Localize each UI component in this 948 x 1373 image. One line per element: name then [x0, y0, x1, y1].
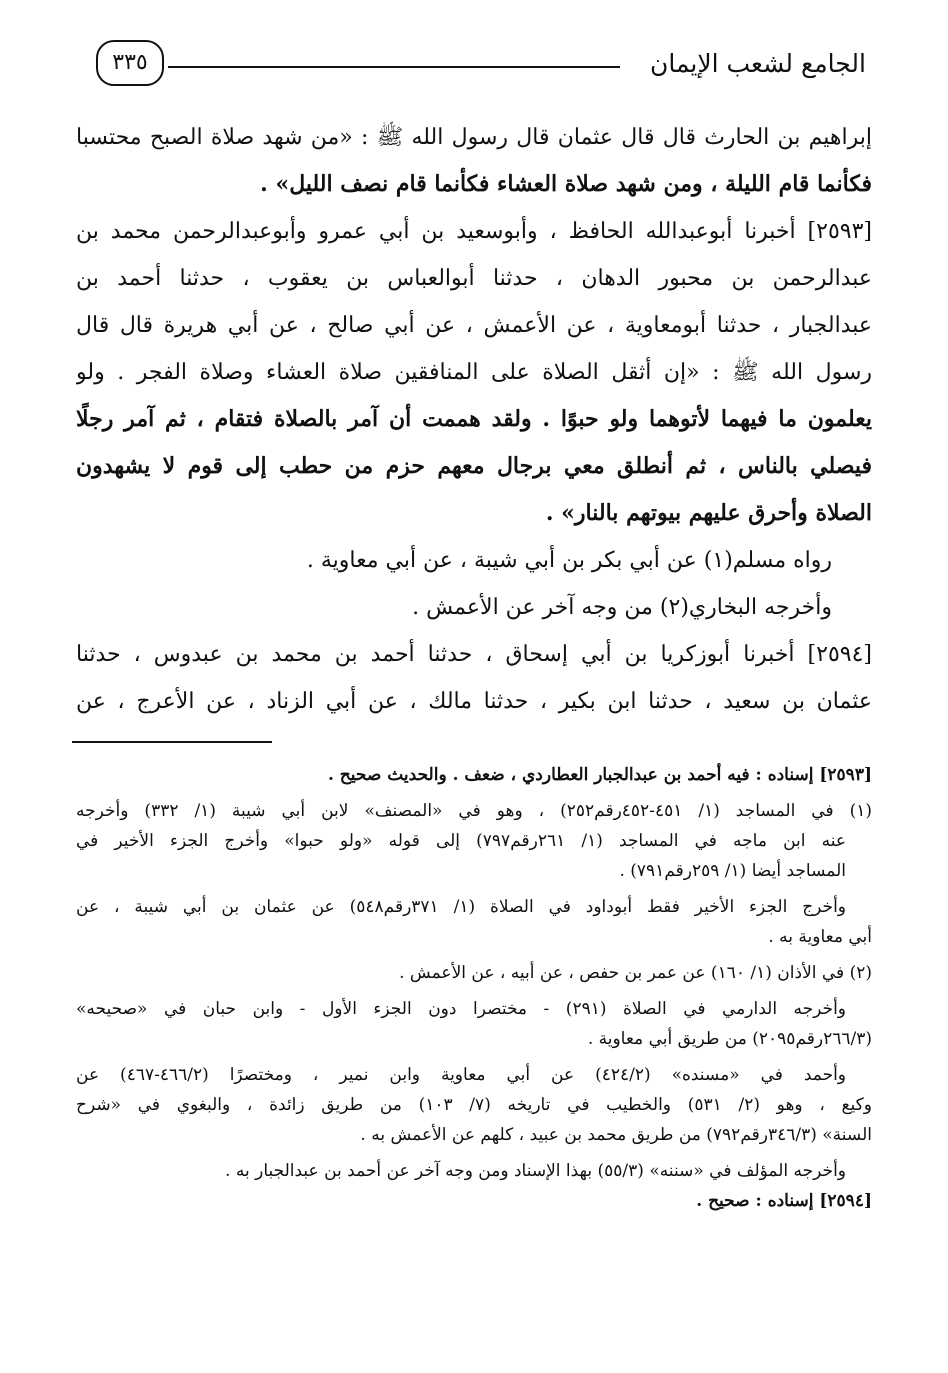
hadith-line-2593: [٢٥٩٣] أخبرنا أبوعبدالله الحافظ ، وأبوسعيد بن أبي عمرو وأبوعبدالرحمن محمد بن	[76, 219, 872, 244]
takhrij-line: وأخرجه البخاري(٢) من وجه آخر عن الأعمش .	[412, 595, 832, 620]
footnote-line: أبي معاوية به .	[768, 927, 872, 947]
footnote-line: عنه ابن ماجه في المساجد (١/ ٢٦١رقم٧٩٧) إلى قوله «ولو حبوا» وأخرج الجزء الأخير في	[76, 831, 846, 851]
footnote-line: وأخرجه المؤلف في «سننه» (٥٥/٣) بهذا الإسناد ومن وجه آخر عن أحمد بن عبدالجبار به .	[225, 1161, 846, 1181]
footnote-line: [٢٥٩٣] إسناده : فيه أحمد بن عبدالجبار العطاردي ، ضعف . والحديث صحيح .	[327, 765, 872, 785]
text-line: فكأنما قام الليلة ، ومن شهد صلاة العشاء فكأنما قام نصف الليل» .	[260, 171, 872, 197]
text-line: فيصلي بالناس ، ثم أنطلق معي برجال معهم حزم من حطب إلى قوم لا يشهدون	[76, 453, 872, 479]
text-line: عثمان بن سعيد ، حدثنا ابن بكير ، حدثنا مالك ، عن أبي الزناد ، عن الأعرج ، عن	[76, 689, 872, 714]
footnote-line: وأخرجه الدارمي في الصلاة (٢٩١) - مختصرا دون الجزء الأول - وابن حبان في «صحيحه»	[76, 999, 846, 1019]
text-line: يعلمون ما فيهما لأتوهما ولو حبوًا . ولقد هممت أن آمر بالصلاة فتقام ، ثم آمر رجلًا	[76, 406, 872, 432]
footnote-line: (٢) في الأذان (١/ ١٦٠) عن عمر بن حفص ، عن أبيه ، عن الأعمش .	[399, 963, 872, 983]
footnote-line: وأحمد في «مسنده» (٤٢٤/٢) عن أبي معاوية وابن نمير ، ومختصرًا (٤٦٦/٢-٤٦٧) عن	[76, 1065, 847, 1085]
takhrij-line: رواه مسلم(١) عن أبي بكر بن أبي شيبة ، عن أبي معاوية .	[306, 548, 832, 573]
page-number: ٣٣٥	[96, 40, 164, 86]
footnote-line: (٢٦٦/٣رقم٢٠٩٥) من طريق أبي معاوية .	[587, 1029, 872, 1049]
header-rule	[168, 66, 620, 68]
text-line: عبدالجبار ، حدثنا أبومعاوية ، عن الأعمش ، عن أبي صالح ، عن أبي هريرة قال قال	[76, 313, 872, 338]
footnote-line: [٢٥٩٤] إسناده : صحيح .	[696, 1191, 872, 1211]
main-text	[76, 114, 872, 725]
footnote-separator	[72, 741, 272, 743]
footnote-line: السنة» (٣٤٦/٣رقم٧٩٢) من طريق محمد بن عبيد ، كلهم عن الأعمش به .	[360, 1125, 872, 1145]
text-line: عبدالرحمن بن محبور الدهان ، حدثنا أبوالعباس بن يعقوب ، حدثنا أحمد بن	[76, 266, 872, 291]
text-line: الصلاة وأحرق عليهم بيوتهم بالنار» .	[545, 500, 872, 526]
running-header-title: الجامع لشعب الإيمان	[649, 49, 866, 78]
footnote-line: المساجد أيضا (١/ ٢٥٩رقم٧٩١) .	[619, 861, 846, 881]
footnote-line: (١) في المساجد (١/ ٤٥١-٤٥٢رقم٢٥٢) ، وهو في «المصنف» لابن أبي شيبة (١/ ٣٣٢) وأخرجه	[76, 801, 872, 821]
text-line: إبراهيم بن الحارث قال قال عثمان قال رسول الله ﷺ : «من شهد صلاة الصبح محتسبا	[76, 125, 872, 150]
footnote-line: وكيع ، وهو (٢/ ٥٣١) والخطيب في تاريخه (٧/ ١٠٣) من طريق زائدة ، والبغوي في «شرح	[76, 1095, 872, 1115]
footnotes	[76, 760, 872, 1216]
hadith-line-2594: [٢٥٩٤] أخبرنا أبوزكريا بن أبي إسحاق ، حدثنا أحمد بن محمد بن عبدوس ، حدثنا	[76, 642, 872, 667]
text-line: رسول الله ﷺ : «إن أثقل الصلاة على المنافقين صلاة العشاء وصلاة الفجر . ولو	[76, 360, 872, 385]
footnote-line: وأخرج الجزء الأخير فقط أبوداود في الصلاة (١/ ٣٧١رقم٥٤٨) عن عثمان بن أبي شيبة ، عن	[76, 897, 847, 917]
